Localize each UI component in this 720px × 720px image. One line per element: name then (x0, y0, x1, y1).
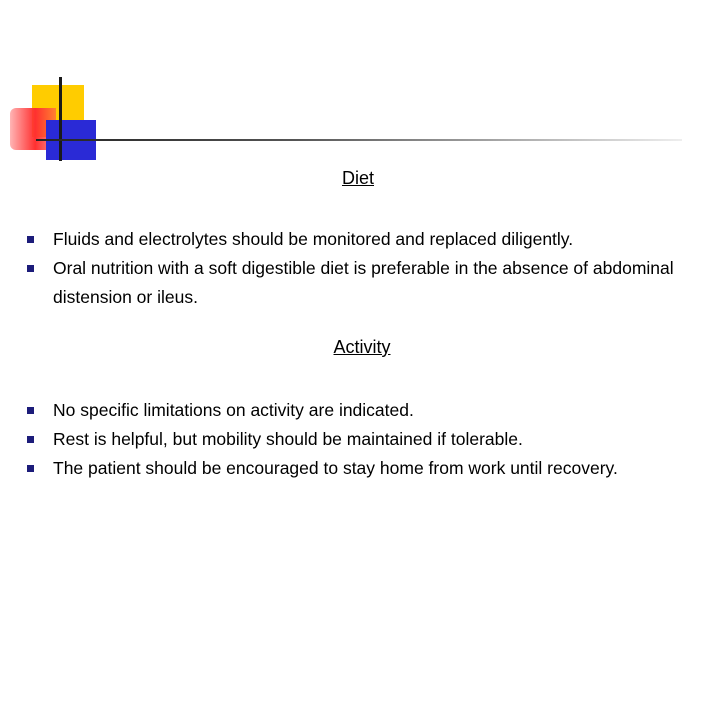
bullet-icon (27, 236, 34, 243)
bullet-icon (27, 407, 34, 414)
diet-heading: Diet (341, 168, 375, 188)
list-item-text: Rest is helpful, but mobility should be maintained if tolerable. (53, 429, 523, 449)
bullet-icon (27, 465, 34, 472)
list-item (0, 225, 703, 254)
bullet-icon (27, 265, 34, 272)
list-item-text: Oral nutrition with a soft digestible diet is preferable in the absence of abdominal distension or ileus. (53, 258, 674, 307)
list-item (0, 425, 703, 454)
list-item-text: The patient should be encouraged to stay home from work until recovery. (53, 458, 618, 478)
title-divider-line (36, 139, 682, 141)
list-item-text: Fluids and electrolytes should be monitored and replaced diligently. (53, 229, 574, 249)
list-item (0, 454, 703, 483)
diet-list (0, 225, 703, 312)
bullet-icon (27, 436, 34, 443)
list-item-text: No specific limitations on activity are indicated. (53, 400, 414, 420)
activity-heading: Activity (333, 337, 391, 357)
logo-vertical-line (59, 77, 62, 161)
activity-list (0, 396, 703, 483)
list-item (0, 396, 703, 425)
list-item (0, 254, 703, 312)
